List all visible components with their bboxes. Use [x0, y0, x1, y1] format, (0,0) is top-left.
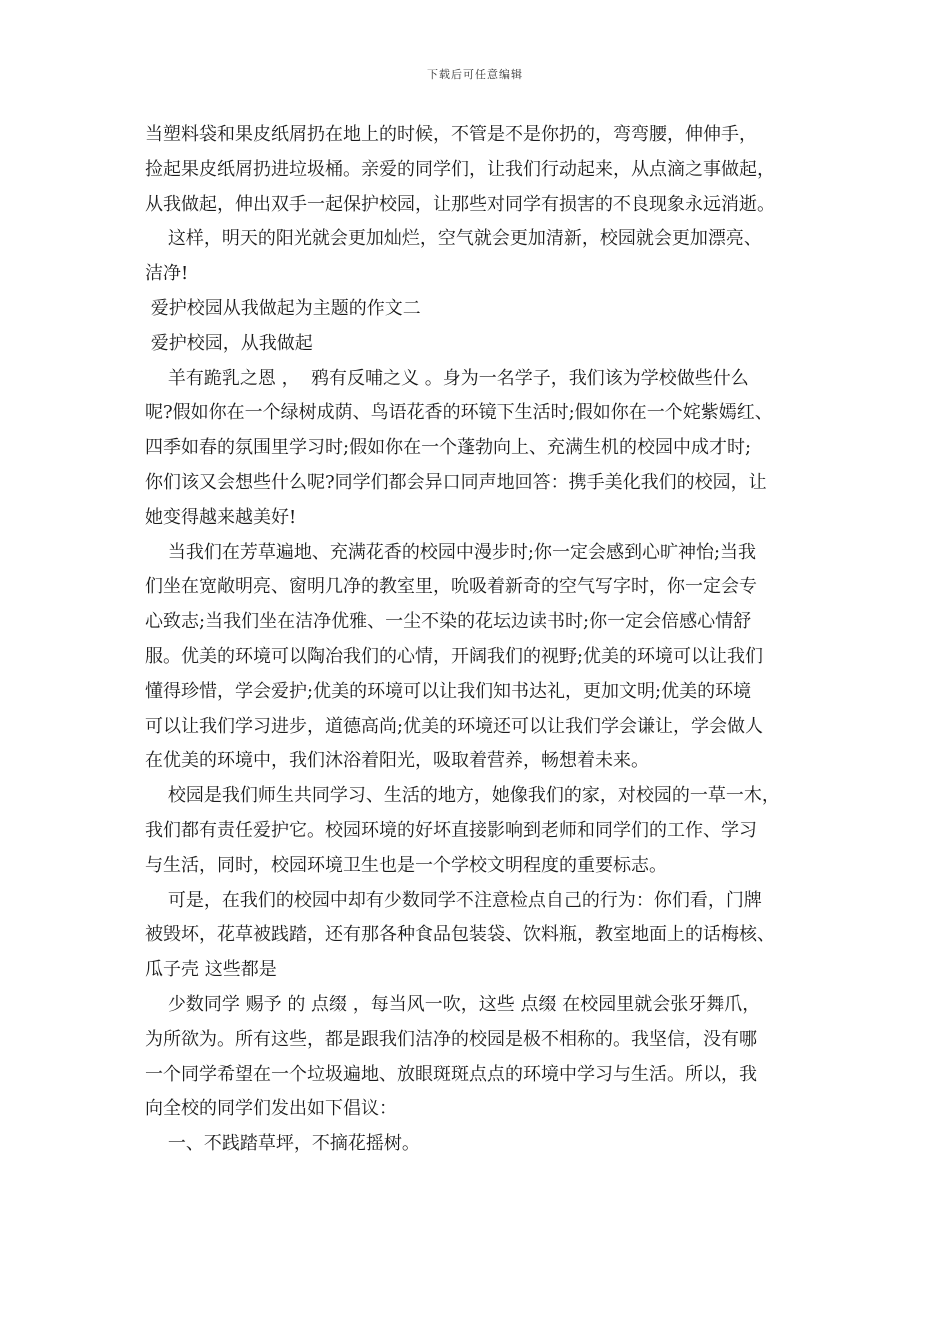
text-line: 服。优美的环境可以陶冶我们的心情，开阔我们的视野;优美的环境可以让我们	[145, 645, 764, 667]
text-line: 当塑料袋和果皮纸屑扔在地上的时候，不管是不是你扔的，弯弯腰，伸伸手，	[145, 124, 757, 145]
text-line: 捡起果皮纸屑扔进垃圾桶。亲爱的同学们，让我们行动起来，从点滴之事做起，	[145, 158, 775, 180]
page-header: 下载后可任意编辑	[427, 68, 523, 81]
text-line: 洁净!	[145, 263, 189, 285]
text-line: 向全校的同学们发出如下倡议：	[145, 1098, 397, 1120]
text-line: 呢?假如你在一个绿树成荫、鸟语花香的环镜下生活时;假如你在一个姹紫嫣红、	[145, 402, 773, 424]
text-line: 四季如春的氛围里学习时;假如你在一个蓬勃向上、充满生机的校园中成才时;	[145, 437, 752, 459]
text-line: 羊有跪乳之恩 ， 鸦有反哺之义 。身为一名学子，我们该为学校做些什么	[145, 367, 749, 389]
text-line: 懂得珍惜，学会爱护;优美的环境可以让我们知书达礼，更加文明;优美的环境	[145, 680, 752, 702]
text-line: 我们都有责任爱护它。校园环境的好坏直接影响到老师和同学们的工作、学习	[145, 819, 757, 841]
text-line: 你们该又会想些什么呢?同学们都会异口同声地回答：携手美化我们的校园，让	[145, 471, 767, 493]
text-line: 一个同学希望在一个垃圾遍地、放眼斑斑点点的环境中学习与生活。所以，我	[145, 1063, 757, 1085]
text-line: 们坐在宽敞明亮、窗明几净的教室里，吮吸着新奇的空气写字时，你一定会专	[145, 576, 757, 598]
text-line: 瓜子壳 这些都是	[145, 959, 277, 981]
document-body	[145, 118, 825, 1162]
text-line: 这样，明天的阳光就会更加灿烂，空气就会更加清新，校园就会更加漂亮、	[145, 228, 762, 250]
text-line: 可以让我们学习进步，道德高尚;优美的环境还可以让我们学会谦让，学会做人	[145, 715, 764, 737]
text-line: 她变得越来越美好!	[145, 506, 297, 528]
text-line: 为所欲为。所有这些，都是跟我们洁净的校园是极不相称的。我坚信，没有哪	[145, 1028, 757, 1050]
text-line: 当我们在芳草遍地、充满花香的校园中漫步时;你一定会感到心旷神怡;当我	[145, 541, 757, 563]
text-line: 与生活，同时，校园环境卫生也是一个学校文明程度的重要标志。	[145, 854, 667, 876]
text-line: 在优美的环境中，我们沐浴着阳光，吸取着营养，畅想着未来。	[145, 750, 649, 772]
text-line: 从我做起，伸出双手一起保护校园，让那些对同学有损害的不良现象永远消逝。	[145, 193, 775, 215]
text-line: 一、不践踏草坪，不摘花摇树。	[145, 1133, 420, 1155]
text-line: 校园是我们师生共同学习、生活的地方，她像我们的家，对校园的一草一木，	[145, 785, 780, 807]
text-line: 被毁坏，花草被践踏，还有那各种食品包装袋、饮料瓶，教室地面上的话梅核、	[145, 924, 775, 946]
text-line: 心致志;当我们坐在洁净优雅、一尘不染的花坛边读书时;你一定会倍感心情舒	[145, 611, 752, 633]
section-title: 爱护校园从我做起为主题的作文二	[145, 297, 421, 319]
text-line: 可是，在我们的校园中却有少数同学不注意检点自己的行为：你们看，门牌	[145, 889, 762, 911]
text-line: 少数同学 赐予 的 点缀 ，每当风一吹，这些 点缀 在校园里就会张牙舞爪，	[145, 993, 761, 1015]
essay-title: 爱护校园，从我做起	[145, 332, 313, 354]
